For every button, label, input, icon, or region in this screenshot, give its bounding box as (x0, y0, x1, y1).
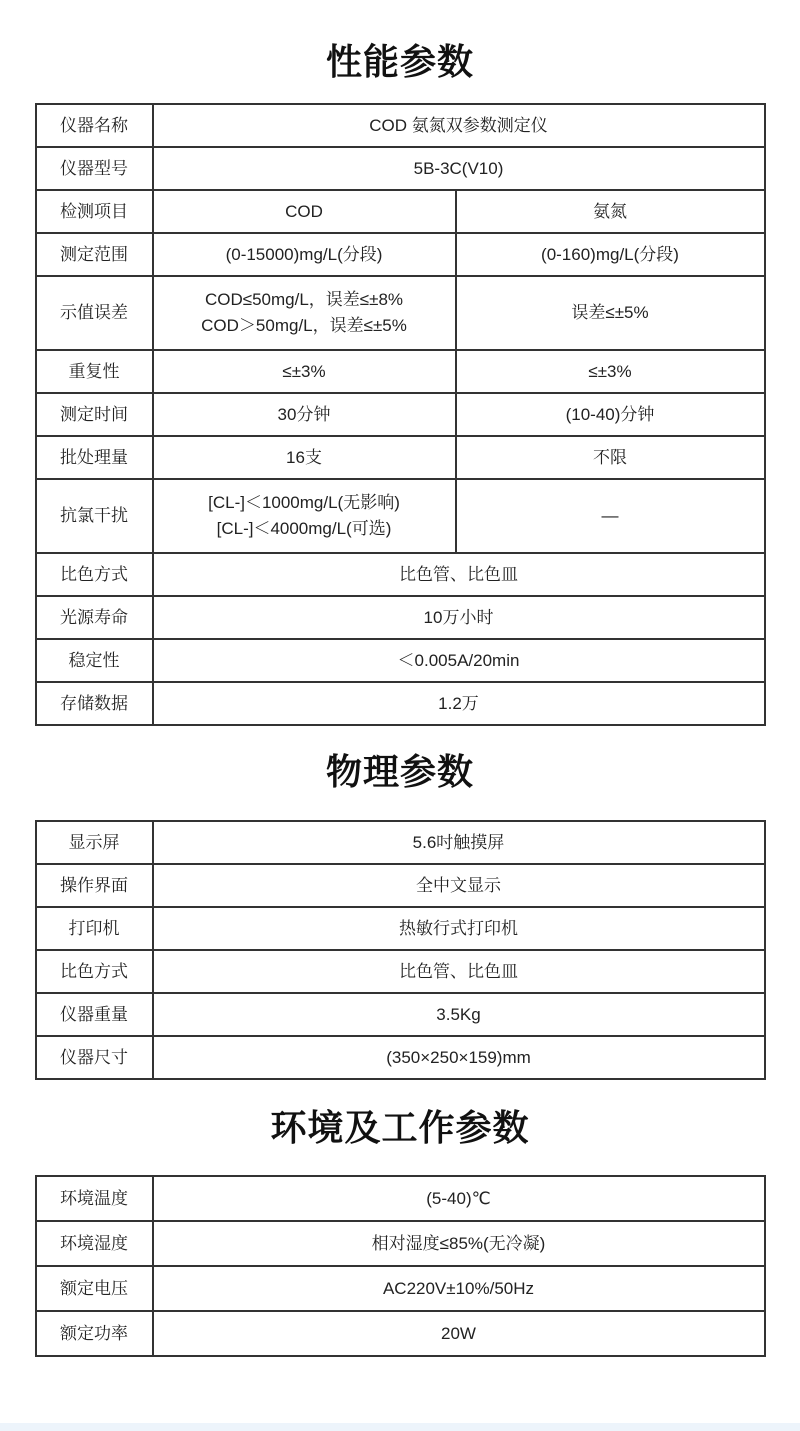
row-value-nh3n: 不限 (456, 436, 765, 479)
row-label: 操作界面 (36, 864, 153, 907)
table-row-repeatability (36, 350, 765, 393)
row-label: 环境温度 (36, 1176, 153, 1221)
row-value-nh3n: — (456, 479, 765, 553)
row-value-cod: (0-15000)mg/L(分段) (153, 233, 456, 276)
row-value-nh3n: ≤±3% (456, 350, 765, 393)
table-row-instrument-model (36, 147, 765, 190)
row-value: (350×250×159)mm (153, 1036, 765, 1079)
row-value-nh3n: (10-40)分钟 (456, 393, 765, 436)
table-row-interface (36, 864, 765, 907)
row-label: 显示屏 (36, 821, 153, 864)
table-row-indication-error (36, 276, 765, 350)
table-row-chloride-resistance (36, 479, 765, 553)
row-label: 示值误差 (36, 276, 153, 350)
row-value: 5.6吋触摸屏 (153, 821, 765, 864)
row-value-nh3n: 误差≤±5% (456, 276, 765, 350)
row-value-line: [CL-]＜1000mg/L(无影响) (208, 493, 400, 512)
row-value: (5-40)℃ (153, 1176, 765, 1221)
row-value-cod: 16支 (153, 436, 456, 479)
row-label: 稳定性 (36, 639, 153, 682)
row-value: 10万小时 (153, 596, 765, 639)
table-row-printer (36, 907, 765, 950)
row-value-line: [CL-]＜4000mg/L(可选) (216, 519, 392, 538)
row-value: 比色管、比色皿 (153, 950, 765, 993)
row-value: 全中文显示 (153, 864, 765, 907)
table-row-dimensions (36, 1036, 765, 1079)
row-label: 仪器尺寸 (36, 1036, 153, 1079)
row-value: 相对湿度≤85%(无冷凝) (153, 1221, 765, 1266)
row-value-cod: COD (153, 190, 456, 233)
table-row-rated-voltage (36, 1266, 765, 1311)
row-value: 3.5Kg (153, 993, 765, 1036)
table-row-light-source-life (36, 596, 765, 639)
row-value: 热敏行式打印机 (153, 907, 765, 950)
section-title-performance: 性能参数 (325, 41, 474, 82)
row-value-nh3n: 氨氮 (456, 190, 765, 233)
table-row-measuring-range (36, 233, 765, 276)
table-row-batch-capacity (36, 436, 765, 479)
spec-sheet-page (0, 40, 800, 1431)
row-label: 抗氯干扰 (36, 479, 153, 553)
row-value-nh3n: (0-160)mg/L(分段) (456, 233, 765, 276)
table-row-measuring-time (36, 393, 765, 436)
row-label: 测定时间 (36, 393, 153, 436)
page-bottom-strip (0, 1423, 800, 1431)
table-row-rated-power (36, 1311, 765, 1356)
row-label: 仪器重量 (36, 993, 153, 1036)
row-label: 检测项目 (36, 190, 153, 233)
row-label: 打印机 (36, 907, 153, 950)
section-title-physical: 物理参数 (325, 751, 474, 792)
row-value: 比色管、比色皿 (153, 553, 765, 596)
row-value: 20W (153, 1311, 765, 1356)
table-row-data-storage (36, 682, 765, 725)
table-row-ambient-temperature (36, 1176, 765, 1221)
table-row-display (36, 821, 765, 864)
table-row-colorimetric-method (36, 950, 765, 993)
table-row-test-items (36, 190, 765, 233)
table-row-instrument-name (36, 104, 765, 147)
row-label: 仪器名称 (36, 104, 153, 147)
row-label: 重复性 (36, 350, 153, 393)
environment-table (35, 1175, 766, 1357)
physical-table (35, 820, 766, 1080)
row-label: 比色方式 (36, 950, 153, 993)
row-value: AC220V±10%/50Hz (153, 1266, 765, 1311)
row-label: 比色方式 (36, 553, 153, 596)
table-row-stability (36, 639, 765, 682)
row-label: 测定范围 (36, 233, 153, 276)
table-row-colorimetric-method (36, 553, 765, 596)
row-value: ＜0.005A/20min (153, 639, 765, 682)
table-row-ambient-humidity (36, 1221, 765, 1266)
row-value-cod (153, 276, 456, 350)
row-label: 额定功率 (36, 1311, 153, 1356)
row-value-line: COD＞50mg/L，误差≤±5% (201, 316, 407, 335)
row-label: 仪器型号 (36, 147, 153, 190)
performance-table (35, 103, 766, 726)
row-value: 1.2万 (153, 682, 765, 725)
row-value-cod: ≤±3% (153, 350, 456, 393)
row-label: 存储数据 (36, 682, 153, 725)
row-label: 光源寿命 (36, 596, 153, 639)
row-label: 额定电压 (36, 1266, 153, 1311)
row-value-line: COD≤50mg/L，误差≤±8% (204, 290, 404, 309)
row-value: 5B-3C(V10) (153, 147, 765, 190)
row-value: COD 氨氮双参数测定仪 (153, 104, 765, 147)
table-row-weight (36, 993, 765, 1036)
row-value-cod: 30分钟 (153, 393, 456, 436)
row-value-cod (153, 479, 456, 553)
row-label: 批处理量 (36, 436, 153, 479)
row-label: 环境湿度 (36, 1221, 153, 1266)
section-title-environment: 环境及工作参数 (270, 1107, 530, 1148)
